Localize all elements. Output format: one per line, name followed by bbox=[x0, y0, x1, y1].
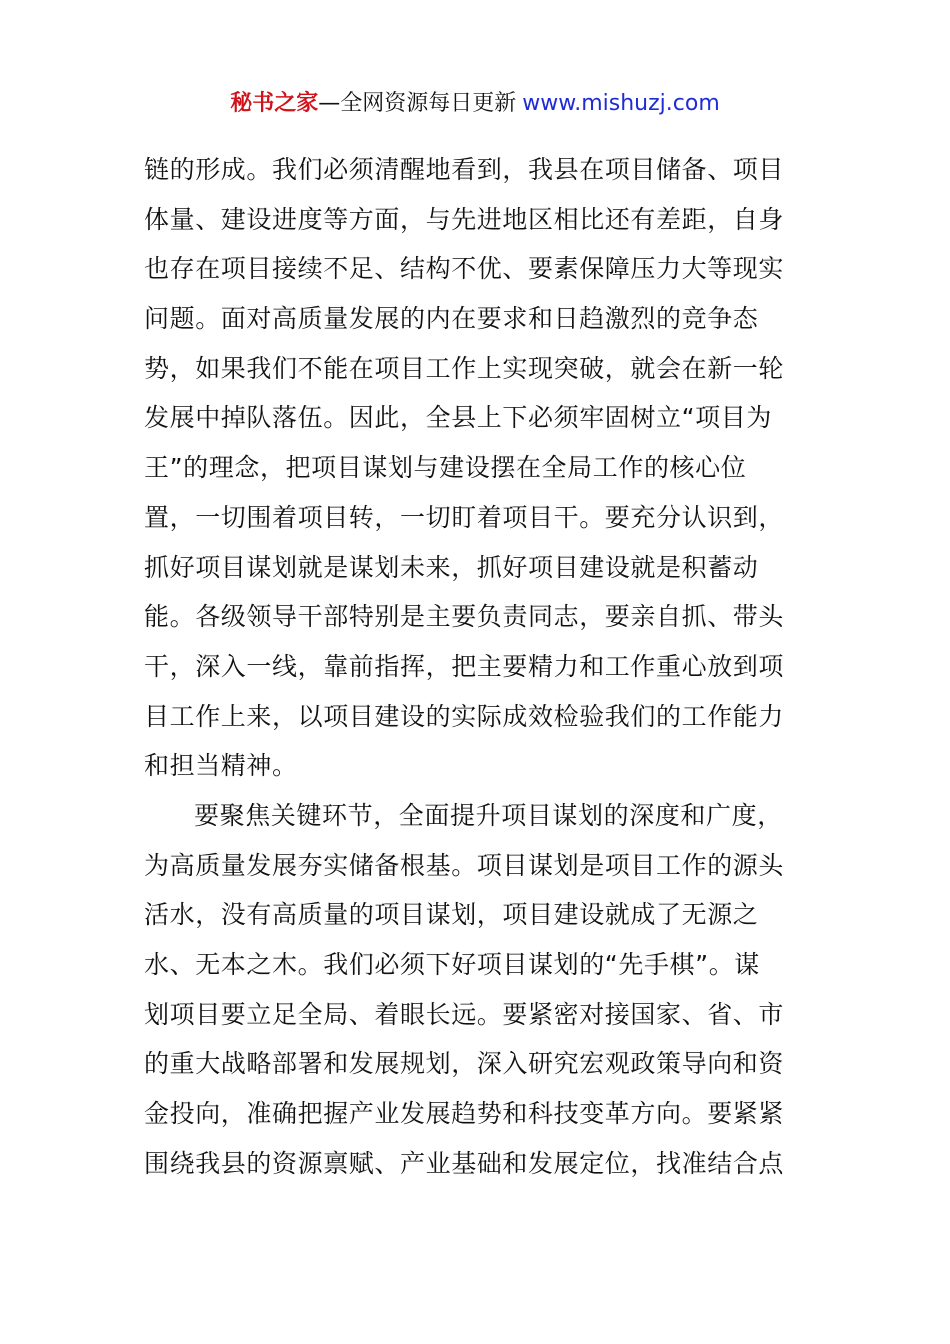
text-line: 金投向，准确把握产业发展趋势和科技变革方向。要紧紧 bbox=[144, 1099, 785, 1129]
text-line: 干，深入一线，靠前指挥，把主要精力和工作重心放到项 bbox=[144, 651, 785, 681]
text-line: 活水，没有高质量的项目谋划，项目建设就成了无源之 bbox=[144, 900, 759, 930]
text-line: 势，如果我们不能在项目工作上实现突破，就会在新一轮 bbox=[144, 353, 785, 383]
text-line: 也存在项目接续不足、结构不优、要素保障压力大等现实 bbox=[144, 254, 785, 284]
header-url-link[interactable]: www.mishuzj.com bbox=[522, 91, 720, 116]
text-line: 置，一切围着项目转，一切盯着项目干。要充分认识到， bbox=[144, 502, 785, 532]
text-line: 水、无本之木。我们必须下好项目谋划的“先手棋”。谋 bbox=[144, 950, 760, 979]
document-body bbox=[144, 145, 816, 1188]
page-header bbox=[0, 88, 950, 120]
text-line: 体量、建设进度等方面，与先进地区相比还有差距，自身 bbox=[144, 204, 785, 234]
text-line: 目工作上来，以项目建设的实际成效检验我们的工作能力 bbox=[144, 701, 785, 731]
header-dash: — bbox=[318, 91, 341, 116]
text-line: 围绕我县的资源禀赋、产业基础和发展定位，找准结合点 bbox=[144, 1148, 785, 1178]
text-line: 的重大战略部署和发展规划，深入研究宏观政策导向和资 bbox=[144, 1049, 785, 1079]
paragraph-start-line: 要聚焦关键环节，全面提升项目谋划的深度和广度， bbox=[194, 800, 783, 830]
brand-name: 秘书之家 bbox=[230, 91, 319, 116]
header-tagline: 全网资源每日更新 bbox=[340, 91, 517, 116]
text-line: 划项目要立足全局、着眼长远。要紧密对接国家、省、市 bbox=[144, 999, 785, 1029]
text-line: 为高质量发展夯实储备根基。项目谋划是项目工作的源头 bbox=[144, 850, 785, 880]
text-line: 能。各级领导干部特别是主要负责同志，要亲自抓、带头 bbox=[144, 602, 785, 632]
text-line: 链的形成。我们必须清醒地看到，我县在项目储备、项目 bbox=[144, 155, 785, 184]
text-line: 抓好项目谋划就是谋划未来，抓好项目建设就是积蓄动 bbox=[144, 552, 759, 582]
text-line: 问题。面对高质量发展的内在要求和日趋激烈的竞争态 bbox=[144, 304, 759, 334]
text-line: 王”的理念，把项目谋划与建设摆在全局工作的核心位 bbox=[144, 453, 747, 483]
text-line: 和担当精神。 bbox=[144, 751, 298, 781]
text-line: 发展中掉队落伍。因此，全县上下必须牢固树立“项目为 bbox=[144, 403, 772, 433]
